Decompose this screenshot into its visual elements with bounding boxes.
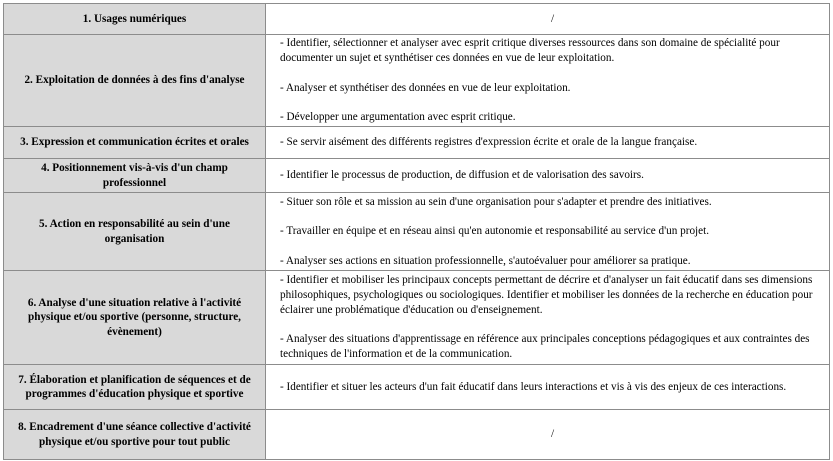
competences-table-wrapper [3, 3, 829, 460]
competence-description [266, 193, 830, 271]
description-item: / [550, 428, 555, 441]
competence-title: 5. Action en responsabilité au sein d'une organisation [4, 193, 266, 271]
table-row [4, 410, 830, 460]
description-item: - Identifier et situer les acteurs d'un fait éducatif dans leurs interactions et vis à vis des enjeux de ces interactions. [280, 380, 787, 393]
competence-title: 7. Élaboration et planification de séquences et de programmes d'éducation physique et sportive [4, 365, 266, 410]
table-row [4, 127, 830, 159]
competence-title: 2. Exploitation de données à des fins d'analyse [4, 35, 266, 127]
competence-title: 8. Encadrement d'une séance collective d'activité physique et/ou sportive pour tout public [4, 410, 266, 460]
description-item: - Analyser des situations d'apprentissage en référence aux principales conceptions pédagogiques et aux contraintes des techniques de l'information et de la communication. [280, 333, 810, 360]
table-row [4, 4, 830, 35]
competence-description [266, 35, 830, 127]
competence-title: 1. Usages numériques [4, 4, 266, 35]
competence-description [266, 4, 830, 35]
description-item: - Analyser ses actions en situation professionnelle, s'autoévaluer pour améliorer sa pratique. [280, 254, 691, 267]
competence-description [266, 127, 830, 159]
description-item: - Identifier et mobiliser les principaux concepts permettant de décrire et d'analyser un fait éducatif dans ses dimensions philosophiques, psychologiques ou sociologiques. Identifier et mobiliser les données de la recherche en éducation pour éclairer une problématique d'éducation ou d'enseignement. [280, 274, 813, 316]
table-row [4, 271, 830, 365]
description-item: - Se servir aisément des différents registres d'expression écrite et orale de la langue française. [280, 136, 698, 149]
description-item: - Identifier le processus de production, de diffusion et de valorisation des savoirs. [280, 169, 644, 182]
description-item: - Développer une argumentation avec esprit critique. [280, 110, 516, 123]
table-row [4, 159, 830, 193]
competence-description [266, 271, 830, 365]
description-item: - Identifier, sélectionner et analyser avec esprit critique diverses ressources dans son domaine de spécialité pour documenter un sujet et synthétiser ces données en vue de leur exploitation. [280, 37, 780, 65]
description-item: - Travailler en équipe et en réseau ainsi qu'en autonomie et responsabilité au service d'un projet. [280, 225, 710, 238]
description-item: - Situer son rôle et sa mission au sein d'une organisation pour s'adapter et prendre des initiatives. [280, 195, 712, 208]
description-item: / [550, 12, 555, 25]
competence-description [266, 410, 830, 460]
competence-title: 6. Analyse d'une situation relative à l'activité physique et/ou sportive (personne, structure, évènement) [4, 271, 266, 365]
competence-description [266, 365, 830, 410]
competence-title: 4. Positionnement vis-à-vis d'un champ professionnel [4, 159, 266, 193]
competence-description [266, 159, 830, 193]
competences-table [3, 3, 830, 460]
table-row [4, 193, 830, 271]
table-row [4, 365, 830, 410]
description-item: - Analyser et synthétiser des données en vue de leur exploitation. [280, 81, 571, 94]
table-row [4, 35, 830, 127]
competence-title: 3. Expression et communication écrites et orales [4, 127, 266, 159]
